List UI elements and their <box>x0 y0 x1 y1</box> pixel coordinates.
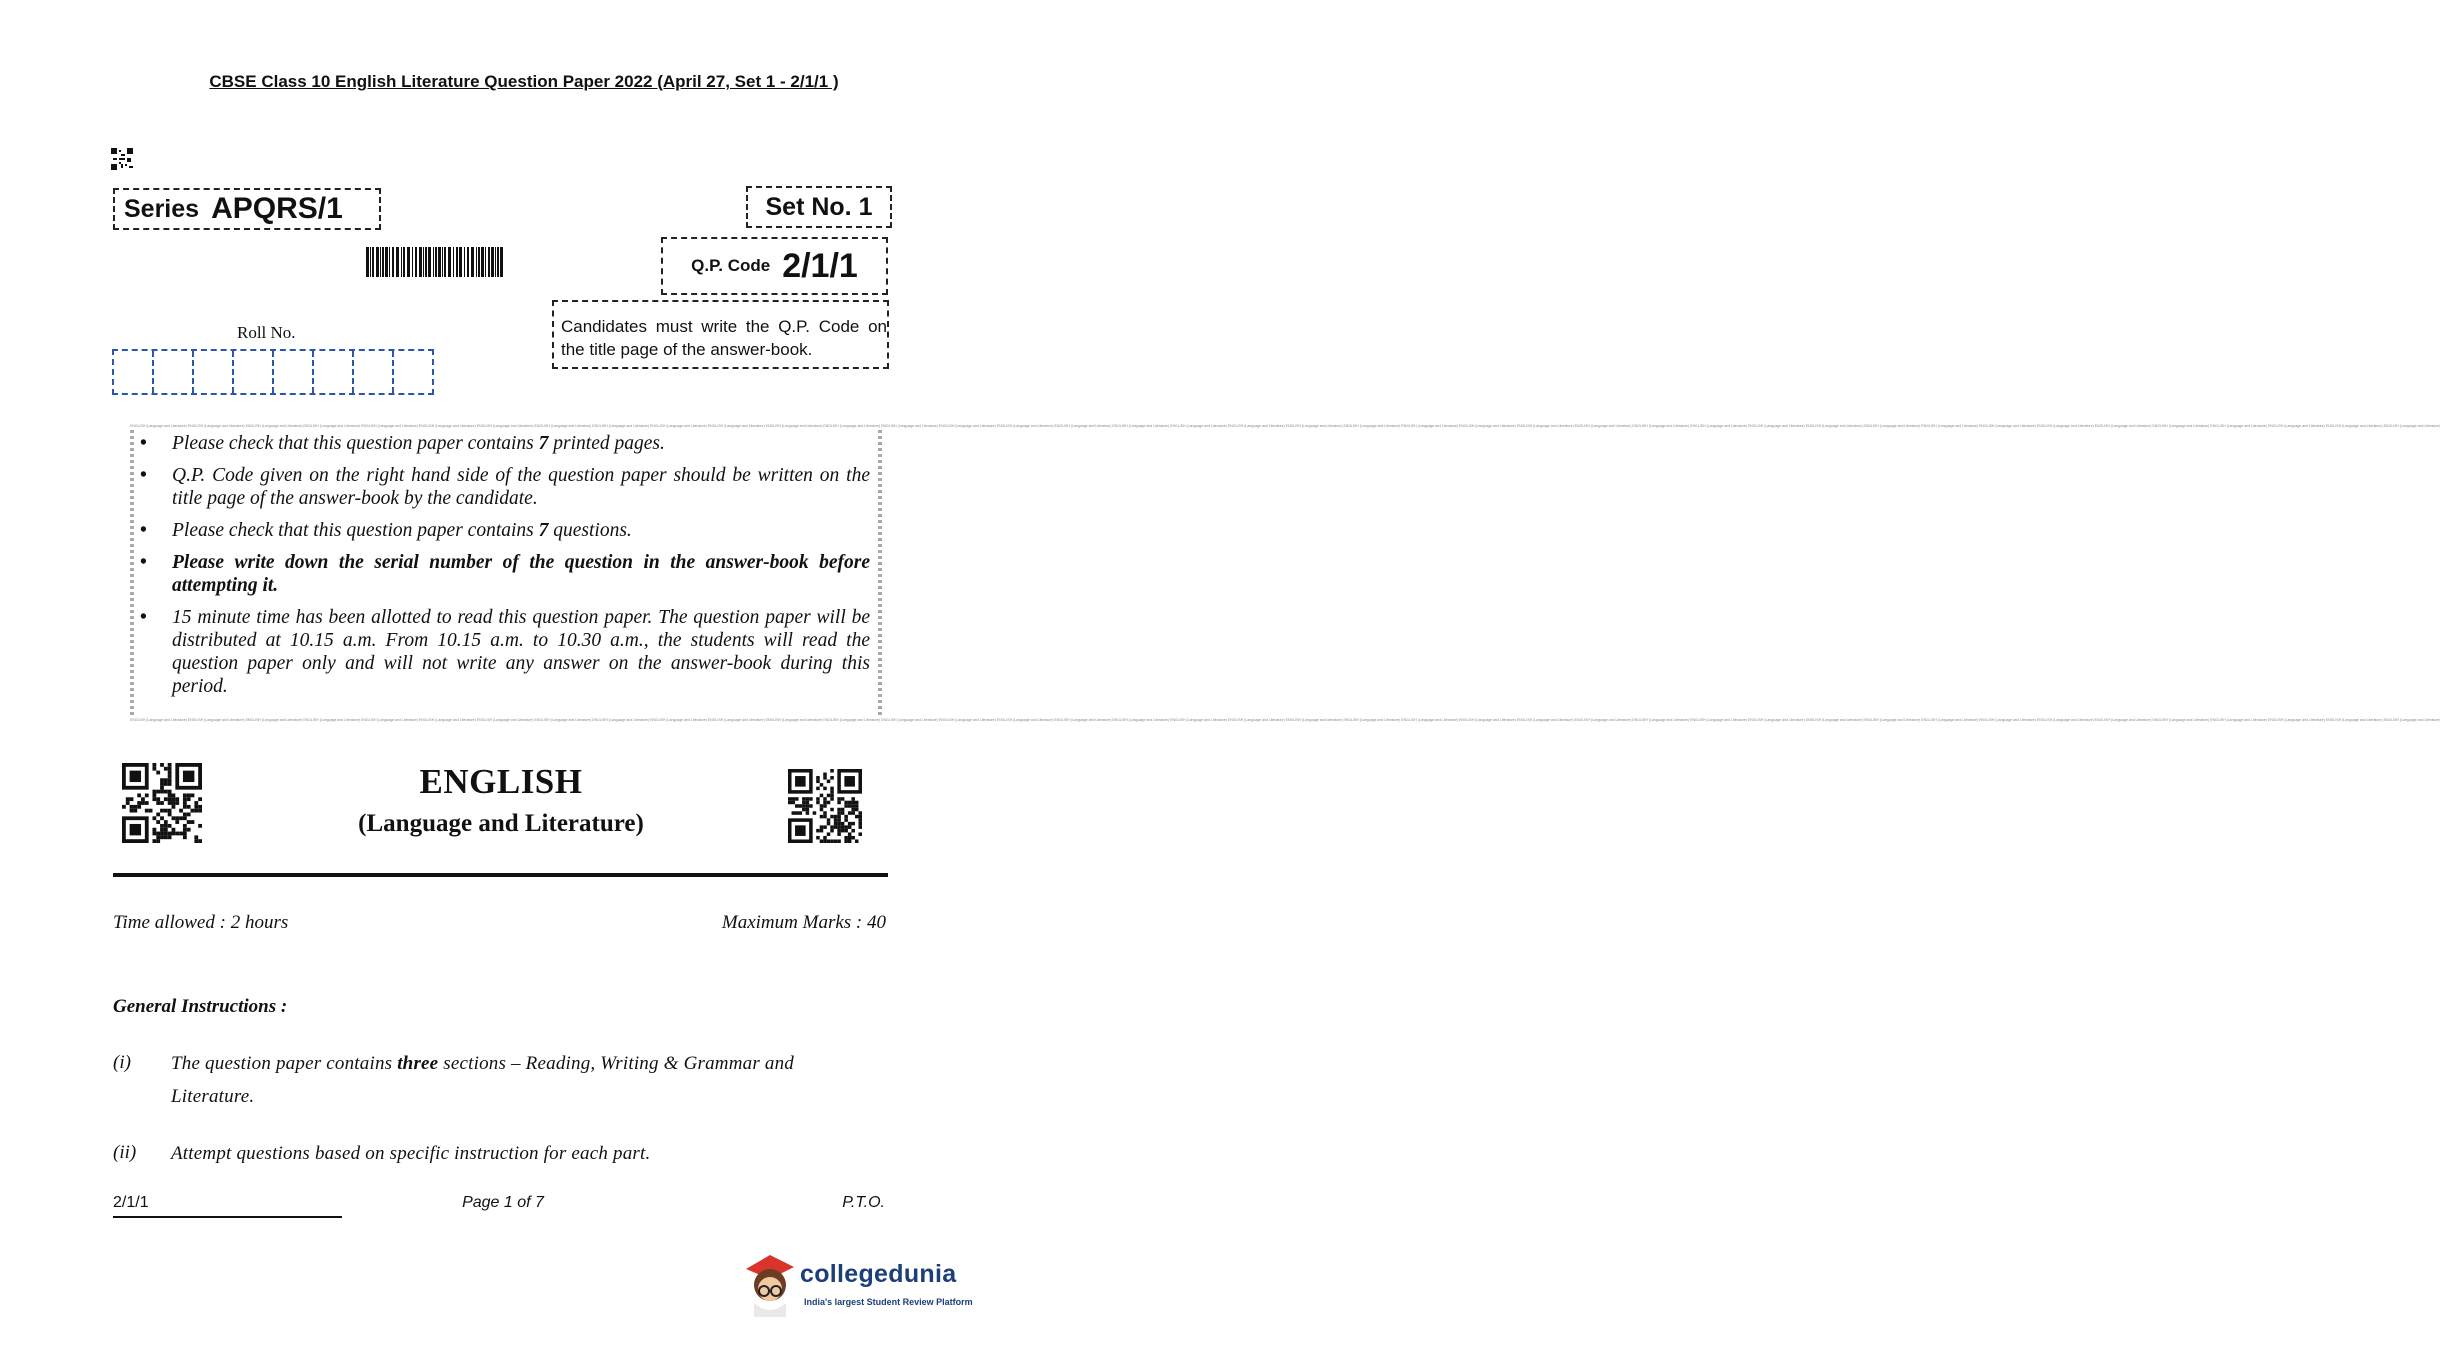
roll-number-cell[interactable] <box>234 351 274 393</box>
roll-number-cell[interactable] <box>354 351 394 393</box>
instruction-list <box>140 432 870 707</box>
roll-number-cell[interactable] <box>154 351 194 393</box>
candidate-note: Candidates must write the Q.P. Code on the title page of the answer-book. <box>552 300 889 369</box>
document-title: CBSE Class 10 English Literature Question Paper 2022 (April 27, Set 1 - 2/1/1 ) <box>209 72 839 91</box>
subject-title: ENGLISH <box>419 762 583 801</box>
instruction-item: • Please check that this question paper contains 7 printed pages. <box>140 433 665 454</box>
series-label: Series <box>124 194 200 223</box>
roll-number-cell[interactable] <box>394 351 432 393</box>
qp-code-value: 2/1/1 <box>782 246 858 285</box>
bullet-icon: • <box>140 433 147 454</box>
general-instructions-title: General Instructions : <box>113 996 288 1017</box>
footer-pto: P.T.O. <box>842 1194 885 1211</box>
bullet-icon: • <box>140 465 147 486</box>
watermark-border-right <box>878 430 882 716</box>
set-number-box: Set No. 1 <box>746 186 892 228</box>
bullet-icon: • <box>140 520 147 541</box>
barcode-icon <box>366 247 502 277</box>
logo-tagline: India's largest Student Review Platform <box>804 1297 973 1307</box>
divider-rule <box>113 873 888 877</box>
instruction-item: • Please write down the serial number of the question in the answer-book before attempting it. <box>140 552 870 596</box>
footer-underline <box>113 1216 342 1218</box>
general-instruction-number: (i) <box>113 1052 131 1073</box>
general-instruction-text: Attempt questions based on specific instruction for each part. <box>171 1143 651 1164</box>
subject-subtitle: (Language and Literature) <box>358 810 644 837</box>
qp-code-box <box>661 237 888 295</box>
instruction-item: • 15 minute time has been allotted to read this question paper. The question paper will be distributed at 10.15 a.m. From 10.15 a.m. to 10.30 a.m., the students will read the question paper only and will not write any answer on the answer-book during this period. <box>140 607 870 697</box>
footer-qp-code: 2/1/1 <box>113 1194 149 1211</box>
series-value: APQRS/1 <box>211 192 343 225</box>
small-qr-code-icon <box>111 148 133 170</box>
roll-number-boxes[interactable] <box>112 349 434 395</box>
instruction-item: • Please check that this question paper contains 7 questions. <box>140 520 632 541</box>
time-allowed: Time allowed : 2 hours <box>113 912 289 933</box>
roll-number-label: Roll No. <box>237 323 296 342</box>
roll-number-cell[interactable] <box>314 351 354 393</box>
roll-number-cell[interactable] <box>114 351 154 393</box>
roll-number-cell[interactable] <box>274 351 314 393</box>
qp-code-label: Q.P. Code <box>691 256 771 275</box>
footer-page-number: Page 1 of 7 <box>462 1194 544 1211</box>
watermark-border-left <box>130 430 134 716</box>
watermark-border-top: ENGLISH (Language and Literature) ENGLISH (Language and Literature) ENGLISH (Language and Literature) ENGLISH (Language and Literature) ENGLISH (Language and Literature) ENGLISH (Language and Literature) ENGLISH (Language and Literature) ENGLISH (Language and Literature) ENGLISH (Language and Literature) ENGLISH (Language and Literature) ENGLISH (Language and Literature) ENGLISH (Language and Literature) ENGLISH (Language and Literature) ENGLISH (Language and Literature) ENGLISH (Language and Literature) ENGLISH (Language and Literature) ENGLISH (Language and Literature) ENGLISH (Language and Literature) ENGLISH (Language and Literature) ENGLISH (Language and Literature) ENGLISH (Language and Literature) ENGLISH (Language and Literature) ENGLISH (Language and Literature) ENGLISH (Language and Literature) ENGLISH (Language and Literature) ENGLISH (Language and Literature) ENGLISH (Language and Literature) ENGLISH (Language and Literature) ENGLISH (Language and Literature) ENGLISH (Language and Literature) ENGLISH (Language and Literature) ENGLISH (Language and Literature) ENGLISH (Language and Literature) ENGLISH (Language and Literature) ENGLISH (Language and Literature) ENGLISH (Language and Literature) ENGLISH (Language and Literature) ENGLISH (Language and Literature) ENGLISH (Language and Literature) ENGLISH (Language and Literature) <box>130 424 2440 428</box>
general-instruction-number: (ii) <box>113 1142 137 1163</box>
bullet-icon: • <box>140 552 147 573</box>
watermark-border-bottom: ENGLISH (Language and Literature) ENGLISH (Language and Literature) ENGLISH (Language and Literature) ENGLISH (Language and Literature) ENGLISH (Language and Literature) ENGLISH (Language and Literature) ENGLISH (Language and Literature) ENGLISH (Language and Literature) ENGLISH (Language and Literature) ENGLISH (Language and Literature) ENGLISH (Language and Literature) ENGLISH (Language and Literature) ENGLISH (Language and Literature) ENGLISH (Language and Literature) ENGLISH (Language and Literature) ENGLISH (Language and Literature) ENGLISH (Language and Literature) ENGLISH (Language and Literature) ENGLISH (Language and Literature) ENGLISH (Language and Literature) ENGLISH (Language and Literature) ENGLISH (Language and Literature) ENGLISH (Language and Literature) ENGLISH (Language and Literature) ENGLISH (Language and Literature) ENGLISH (Language and Literature) ENGLISH (Language and Literature) ENGLISH (Language and Literature) ENGLISH (Language and Literature) ENGLISH (Language and Literature) ENGLISH (Language and Literature) ENGLISH (Language and Literature) ENGLISH (Language and Literature) ENGLISH (Language and Literature) ENGLISH (Language and Literature) ENGLISH (Language and Literature) ENGLISH (Language and Literature) ENGLISH (Language and Literature) ENGLISH (Language and Literature) ENGLISH (Language and Literature) <box>130 718 2440 722</box>
logo-brand-name[interactable]: collegedunia <box>800 1260 957 1288</box>
general-instruction-text: The question paper contains three sections – Reading, Writing & Grammar and Literature. <box>171 1053 794 1107</box>
bullet-icon: • <box>140 607 147 628</box>
maximum-marks: Maximum Marks : 40 <box>721 912 886 933</box>
instruction-item: • Q.P. Code given on the right hand side of the question paper should be written on the title page of the answer-book by the candidate. <box>140 465 870 509</box>
series-box <box>113 188 381 230</box>
roll-number-cell[interactable] <box>194 351 234 393</box>
